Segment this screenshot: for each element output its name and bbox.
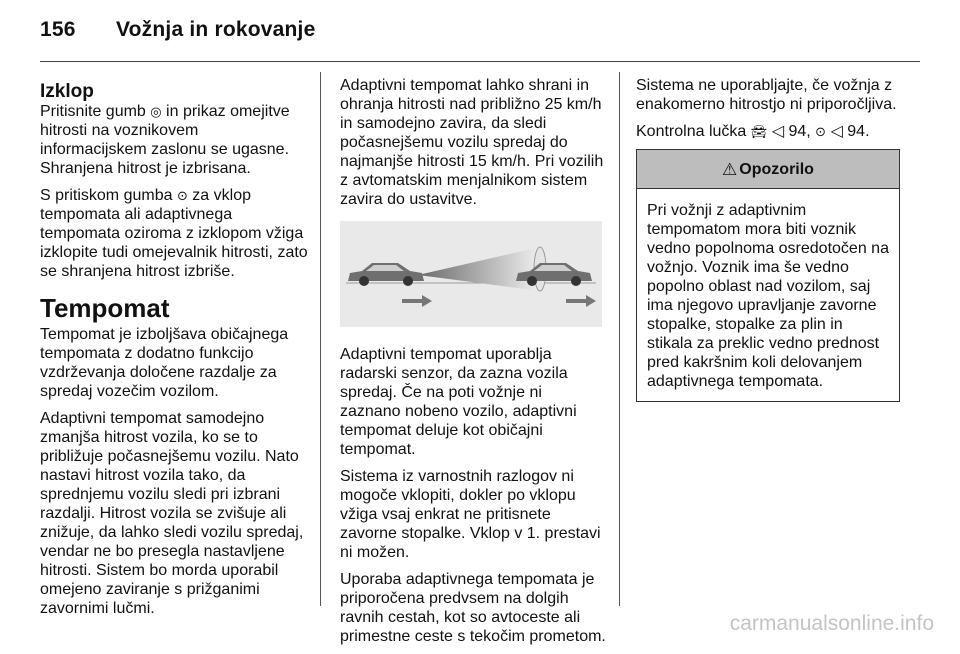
paragraph: Tempomat je izboljšava običajnega tempomata z dodatno funkcijo vzdrževanja določene razdalje za spredaj vozečim vozilom.	[40, 326, 289, 400]
warning-header	[637, 150, 899, 189]
cruise-control-icon: ⊙	[815, 124, 827, 139]
watermark: carmanualsonline.info	[729, 612, 934, 635]
indicator-reference: Kontrolna lučka 🚘︎ ◁ 94, ⊙ ◁ 94.	[636, 123, 870, 140]
arrow-right-icon	[402, 295, 432, 307]
column-3	[636, 76, 902, 402]
radar-beam	[418, 247, 540, 291]
paragraph: Pritisnite gumb ◎ in prikaz omejitve hitrosti na voznikovem informacijskem zaslonu se ugasne. Shranjena hitrost je izbrisana.	[40, 103, 290, 177]
column-divider	[320, 72, 321, 606]
speed-limiter-icon: ◎	[150, 104, 162, 119]
page-number: 156	[40, 18, 76, 41]
cruise-control-icon: ⊙	[176, 188, 188, 203]
paragraph: Adaptivni tempomat samodejno zmanjša hitrost vozila, ko se to približuje počasnejšemu vozilu. Nato nastavi hitrost vozila tako, da sprednjemu vozilu sledi pri izbrani razdalji. Hitrost vozila se zvišuje ali znižuje, da lahko sledi vozilu spredaj, vendar ne bo presegla nastavljene hitrosti. Sistem bo morda uporabil omejeno zaviranje s prižganimi zavornimi lučmi.	[40, 410, 304, 617]
vehicle-ahead-icon: 🚘︎	[750, 124, 768, 139]
paragraph: Adaptivni tempomat uporablja radarski senzor, da zazna vozila spredaj. Če na poti vožnje ni zaznano nobeno vozilo, adaptivni tempomat deluje kot običajni tempomat.	[340, 346, 577, 458]
column-2	[340, 76, 606, 654]
warning-title: Opozorilo	[739, 160, 814, 178]
column-1	[40, 76, 308, 626]
heading-tempomat: Tempomat	[40, 293, 170, 323]
page-ref-arrow: ◁	[830, 123, 843, 140]
warning-text: Pri vožnji z adaptivnim tempomatom mora biti voznik vedno popolnoma osredotočen na vožnjo. Voznik ima še vedno popolno oblast nad vozilom, saj ima njegovo upravljanje zavorne stopalke, stopalke za plin in stikala za preklic vedno prednost pred kakršnim koli delovanjem adaptivnega tempomata.	[647, 202, 889, 390]
arrow-right-icon	[566, 295, 596, 307]
radar-illustration	[340, 221, 602, 327]
column-divider	[619, 72, 620, 606]
page-ref-arrow: ◁	[771, 123, 785, 140]
radar-illustration-svg	[340, 221, 602, 327]
paragraph: Adaptivni tempomat lahko shrani in ohranja hitrosti nad približno 25 km/h in samodejno zavira, da sledi počasnejšemu vozilu spredaj do najmanjše hitrosti 15 km/h. Pri vozilih z avtomatskim menjalnikom sistem zavira do ustavitve.	[340, 77, 604, 208]
paragraph: S pritiskom gumba ⊙ za vklop tempomata ali adaptivnega tempomata oziroma z izklopom vžiga izklopite tudi omejevalnik hitrosti, zato se shranjena hitrost izbriše.	[40, 187, 308, 280]
chapter-title: Vožnja in rokovanje	[116, 18, 316, 41]
paragraph: Sistema iz varnostnih razlogov ni mogoče vklopiti, dokler po vklopu vžiga vsaj enkrat ne pritisnete zavorne stopalke. Vklop v 1. prestavi ni možen.	[340, 468, 601, 561]
page-header	[40, 18, 315, 42]
paragraph: Uporaba adaptivnega tempomata je priporočena predvsem na dolgih ravnih cestah, kot so avtoceste ali primestne ceste s tekočim prometom.	[340, 571, 606, 645]
header-rule	[40, 61, 920, 62]
heading-izklop: Izklop	[40, 81, 94, 102]
warning-triangle-icon: ⚠	[722, 159, 738, 179]
paragraph: Sistema ne uporabljajte, če vožnja z enakomerno hitrostjo ni priporočljiva.	[636, 77, 897, 113]
warning-box	[636, 149, 900, 402]
